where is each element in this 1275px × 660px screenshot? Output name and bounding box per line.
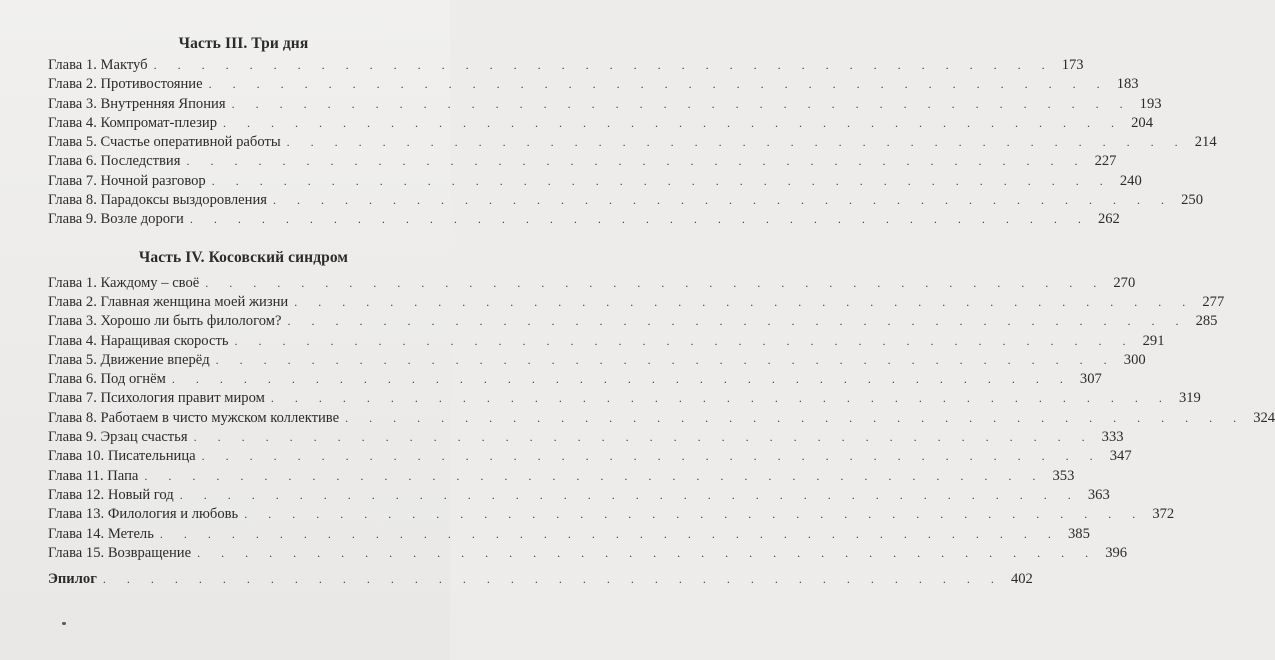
toc-entry bbox=[48, 332, 1165, 351]
dot-leader: . . . . . . . . . . . . . . . . . . . . . . . . . . . . . . . . . . . . . . bbox=[211, 173, 1112, 188]
chapter-title: Глава 4. Наращивая скорость bbox=[48, 332, 229, 349]
part-title: Часть III. Три дня bbox=[178, 35, 309, 52]
dot-leader: . . . . . . . . . . . . . . . . . . . . . . . . . . . . . . . . . . . . . . bbox=[193, 430, 1094, 445]
toc-entry bbox=[48, 389, 1201, 408]
toc-entry bbox=[48, 428, 1124, 447]
dot-leader: . . . . . . . . . . . . . . . . . . . . . . . . . . . . . . . . . . . . . . bbox=[287, 314, 1188, 329]
dot-leader: . . . . . . . . . . . . . . . . . . . . . . . . . . . . . . . . . . . . . . bbox=[345, 410, 1246, 425]
page-number: 353 bbox=[1052, 467, 1075, 484]
page-number: 333 bbox=[1101, 429, 1124, 446]
dot-leader: . . . . . . . . . . . . . . . . . . . . . . . . . . . . . . . . . . . . . . bbox=[186, 154, 1087, 169]
page-number: 204 bbox=[1131, 114, 1153, 131]
chapter-title: Глава 5. Движение вперёд bbox=[48, 351, 210, 368]
dot-leader: . . . . . . . . . . . . . . . . . . . . . . . . . . . . . . . . . . . . . . bbox=[197, 545, 1098, 560]
page-number: 363 bbox=[1087, 486, 1110, 503]
toc-entry bbox=[48, 370, 1102, 389]
page-number: 270 bbox=[1113, 274, 1136, 291]
dot-leader: . . . . . . . . . . . . . . . . . . . . . . . . . . . . . . . . . . . . . . bbox=[179, 487, 1080, 502]
dot-leader: . . . . . . . . . . . . . . . . . . . . . . . . . . . . . . . . . . . . . . bbox=[234, 333, 1135, 348]
table-of-contents bbox=[48, 32, 1275, 589]
page-number: 396 bbox=[1105, 544, 1128, 561]
chapter-title: Глава 6. Под огнём bbox=[48, 371, 166, 388]
dot-leader: . . . . . . . . . . . . . . . . . . . . . . . . . . . . . . . . . . . . . . bbox=[208, 77, 1109, 92]
chapter-title: Глава 5. Счастье оперативной работы bbox=[48, 134, 281, 151]
dot-leader: . . . . . . . . . . . . . . . . . . . . . . . . . . . . . . . . . . . . . . bbox=[294, 294, 1195, 309]
dot-leader: . . . . . . . . . . . . . . . . . . . . . . . . . . . . . . . . . . . . . . bbox=[144, 468, 1045, 483]
page-number: 347 bbox=[1109, 448, 1132, 465]
toc-entry bbox=[48, 525, 1090, 544]
page-number: 307 bbox=[1079, 371, 1102, 388]
chapter-title: Глава 2. Главная женщина моей жизни bbox=[48, 293, 289, 310]
chapter-title: Глава 15. Возвращение bbox=[48, 544, 192, 561]
toc-entry bbox=[48, 293, 1225, 312]
toc-entry bbox=[48, 191, 1203, 210]
chapter-title: Глава 8. Парадоксы выздоровления bbox=[48, 192, 267, 209]
dot-leader: . . . . . . . . . . . . . . . . . . . . . . . . . . . . . . . . . . . . . . bbox=[171, 372, 1072, 387]
chapter-title: Глава 1. Мактуб bbox=[48, 57, 148, 73]
chapter-title: Глава 11. Папа bbox=[48, 467, 139, 484]
dot-leader: . . . . . . . . . . . . . . . . . . . . . . . . . . . . . . . . . . . . . . bbox=[273, 193, 1173, 208]
toc-entry-epilog bbox=[48, 570, 1033, 589]
chapter-title: Глава 7. Психология правит миром bbox=[48, 390, 265, 407]
toc-entry bbox=[48, 114, 1153, 133]
toc-entry bbox=[48, 172, 1142, 191]
page-number: 262 bbox=[1097, 211, 1120, 228]
ink-speck bbox=[62, 622, 66, 625]
toc-entry bbox=[48, 312, 1218, 331]
toc-entry bbox=[48, 467, 1075, 486]
section-spacer bbox=[48, 230, 429, 246]
epilog-section bbox=[48, 570, 1033, 589]
toc-entry bbox=[48, 133, 1217, 152]
part-title: Часть IV. Косовский синдром bbox=[138, 248, 349, 266]
dot-leader: . . . . . . . . . . . . . . . . . . . . . . . . . . . . . . . . . . . . . . bbox=[205, 275, 1106, 290]
page-number: 173 bbox=[1061, 57, 1084, 73]
page-number: 193 bbox=[1139, 95, 1162, 112]
page-number: 300 bbox=[1123, 351, 1146, 368]
page-number: 214 bbox=[1194, 134, 1217, 151]
page-number: 319 bbox=[1178, 390, 1201, 407]
dot-leader: . . . . . . . . . . . . . . . . . . . . . . . . . . . . . . . . . . . . . . bbox=[286, 135, 1187, 150]
part-3-chapter-list bbox=[48, 56, 1217, 230]
chapter-title: Глава 9. Возле дороги bbox=[48, 211, 184, 228]
toc-entry bbox=[48, 56, 1084, 75]
page-number: 183 bbox=[1116, 76, 1139, 93]
chapter-title: Глава 3. Хорошо ли быть филологом? bbox=[48, 313, 282, 330]
dot-leader: . . . . . . . . . . . . . . . . . . . . . . . . . . . . . . . . . . . . . . bbox=[159, 526, 1060, 541]
toc-entry bbox=[48, 210, 1120, 229]
toc-entry bbox=[48, 75, 1139, 94]
dot-leader: . . . . . . . . . . . . . . . . . . . . . . . . . . . . . . . . . . . . . . bbox=[189, 212, 1090, 227]
page-number: 372 bbox=[1152, 506, 1175, 523]
dot-leader: . . . . . . . . . . . . . . . . . . . . . . . . . . . . . . . . . . . . . . bbox=[270, 391, 1171, 406]
chapter-title: Глава 14. Метель bbox=[48, 525, 154, 542]
toc-entry bbox=[48, 544, 1128, 563]
page-number: 250 bbox=[1181, 192, 1203, 209]
epilog-title: Эпилог bbox=[48, 571, 97, 588]
toc-entry bbox=[48, 351, 1146, 370]
dot-leader: . . . . . . . . . . . . . . . . . . . . . . . . . . . . . . . . . . . . . . bbox=[223, 115, 1123, 130]
page-number: 402 bbox=[1010, 571, 1033, 588]
chapter-title: Глава 6. Последствия bbox=[48, 153, 181, 170]
page-number: 291 bbox=[1142, 332, 1165, 349]
dot-leader: . . . . . . . . . . . . . . . . . . . . . . . . . . . . . . . . . . . . . . bbox=[231, 96, 1132, 111]
chapter-title: Глава 7. Ночной разговор bbox=[48, 172, 206, 189]
chapter-title: Глава 12. Новый год bbox=[48, 486, 174, 503]
toc-entry bbox=[48, 274, 1136, 293]
page-number: 240 bbox=[1119, 172, 1142, 189]
page-number: 324 bbox=[1253, 409, 1275, 426]
dot-leader: . . . . . . . . . . . . . . . . . . . . . . . . . . . . . . . . . . . . . . bbox=[201, 449, 1102, 464]
dot-leader: . . . . . . . . . . . . . . . . . . . . . . . . . . . . . . . . . . . . . . bbox=[244, 507, 1145, 522]
toc-entry bbox=[48, 447, 1132, 466]
toc-entry bbox=[48, 152, 1117, 171]
part-4-chapter-list bbox=[48, 274, 1275, 563]
chapter-title: Глава 13. Филология и любовь bbox=[48, 506, 239, 523]
toc-entry bbox=[48, 95, 1162, 114]
dot-leader: . . . . . . . . . . . . . . . . . . . . . . . . . . . . . . . . . . . . . . bbox=[153, 58, 1054, 72]
chapter-title: Глава 2. Противостояние bbox=[48, 76, 203, 93]
page-number: 227 bbox=[1094, 153, 1117, 170]
chapter-title: Глава 1. Каждому – своё bbox=[48, 274, 200, 291]
toc-entry bbox=[48, 409, 1275, 428]
chapter-title: Глава 10. Писательница bbox=[48, 448, 196, 465]
toc-entry bbox=[48, 505, 1175, 524]
chapter-title: Глава 9. Эрзац счастья bbox=[48, 429, 188, 446]
page-number: 385 bbox=[1067, 525, 1090, 542]
toc-entry bbox=[48, 486, 1110, 505]
chapter-title: Глава 4. Компромат-плезир bbox=[48, 114, 217, 131]
chapter-title: Глава 3. Внутренняя Япония bbox=[48, 95, 226, 112]
dot-leader: . . . . . . . . . . . . . . . . . . . . . . . . . . . . . . . . . . . . . . bbox=[215, 352, 1116, 367]
page-number: 277 bbox=[1202, 293, 1225, 310]
chapter-title: Глава 8. Работаем в чисто мужском коллективе bbox=[48, 409, 340, 426]
page-number: 285 bbox=[1195, 313, 1218, 330]
dot-leader: . . . . . . . . . . . . . . . . . . . . . . . . . . . . . . . . . . . . . . bbox=[102, 572, 1003, 587]
